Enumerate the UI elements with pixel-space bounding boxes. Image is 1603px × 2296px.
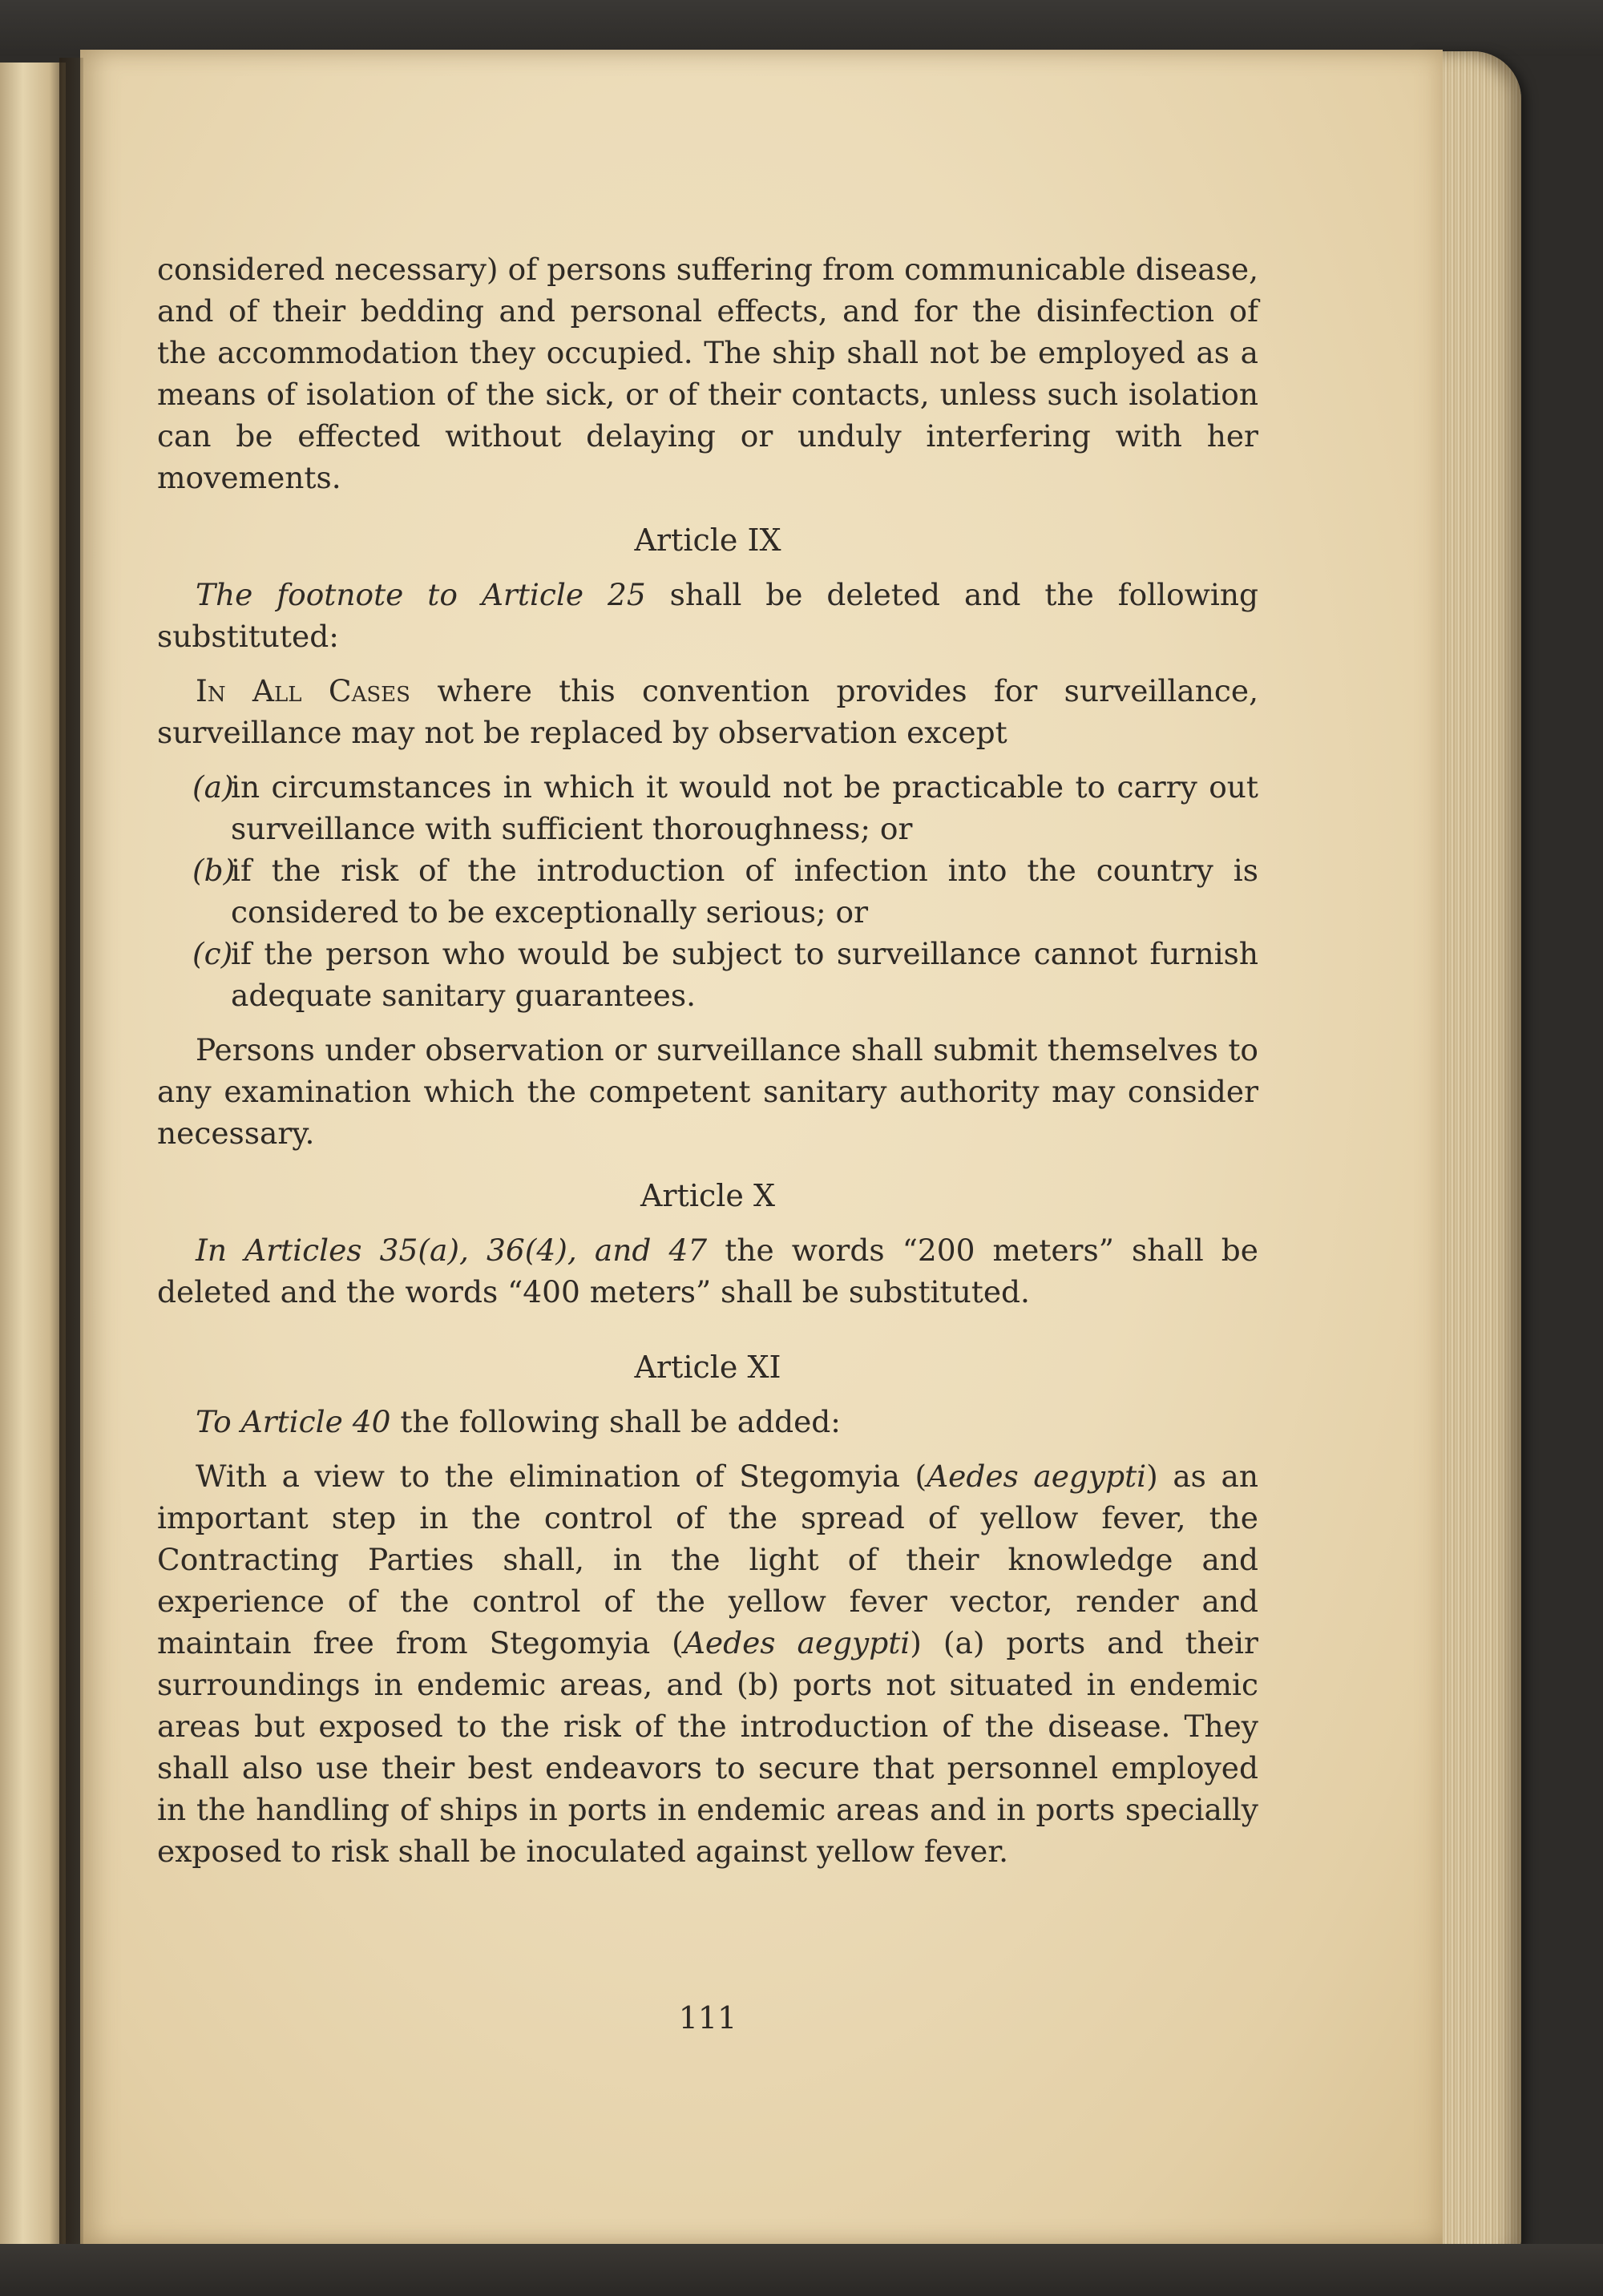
article-ix-lead-rest: where this convention provides for surveillance, surveillance may not be replaced by observation except (157, 673, 1258, 750)
list-item (157, 933, 1258, 1016)
article-ix-closing: Persons under observation or surveillance shall submit themselves to any examination which the competent sanitary authority may consider necessary. (157, 1032, 1258, 1151)
article-xi-body-1: With a view to the elimination of Stegomyia ( (196, 1459, 927, 1494)
article-ix-lead-smallcaps: In All Cases (196, 673, 410, 708)
article-xi-body-2: ) as an important step in the control of the spread of yellow fever, the Contracting Parties shall, in the light of their knowledge and experience of the control of the yellow fever vector, render and maintain free from Stegomyia ( (157, 1459, 1258, 1660)
article-ix-heading: Article IX (634, 523, 781, 558)
background-bottom (0, 2244, 1603, 2296)
list-item (157, 766, 1258, 849)
article-ix-intro-italic: The footnote to Article 25 (196, 577, 646, 612)
article-x-text (157, 1229, 1258, 1313)
article-x-heading: Article X (640, 1178, 776, 1213)
article-ix-lead (157, 670, 1258, 753)
article-xi-intro-italic: To Article 40 (196, 1404, 391, 1439)
list-text: if the risk of the introduction of infection into the country is considered to be exceptionally serious; or (231, 853, 1258, 930)
article-x-intro-rest: the words “200 meters” shall be deleted and the words “400 meters” shall be substituted. (157, 1233, 1258, 1309)
list-label: (c) (192, 936, 233, 971)
article-xi-body-3: ) (a) ports and their surroundings in endemic areas, and (b) ports not situated in endemic areas but exposed to the risk of the introduction of the disease. They shall also use their best endeavors to secure that personnel employed in the handling of ships in ports in endemic areas and in ports specially exposed to risk shall be inoculated against yellow fever. (157, 1625, 1258, 1869)
article-xi-intro (157, 1401, 1258, 1443)
list-label: (b) (192, 853, 236, 888)
article-ix-intro-rest: shall be deleted and the following substituted: (157, 577, 1258, 654)
list-text: in circumstances in which it would not be practicable to carry out surveillance with sufficient thoroughness; or (231, 769, 1258, 846)
list-text: if the person who would be subject to surveillance cannot furnish adequate sanitary guarantees. (231, 936, 1258, 1013)
article-xi-heading: Article XI (634, 1350, 781, 1385)
intro-paragraph: considered necessary) of persons suffering from communicable disease, and of their bedding and personal effects, and for the disinfection of the accommodation they occupied. The ship shall not be employed as a means of isolation of the sick, or of their contacts, unless such isolation can be effected without delaying or unduly interfering with her movements. (157, 252, 1258, 495)
article-xi-species-2: Aedes aegypti (683, 1625, 911, 1660)
article-x-intro-italic: In Articles 35(a), 36(4), and 47 (196, 1233, 708, 1268)
facing-page-edge (0, 63, 66, 2254)
article-xi-body (157, 1455, 1258, 1872)
background-top (0, 0, 1603, 56)
page-text (157, 248, 1258, 1872)
page-number: 111 (678, 2000, 737, 2036)
article-xi-intro-rest: the following shall be added: (390, 1404, 841, 1439)
article-ix-intro (157, 574, 1258, 657)
spine-shadow (59, 58, 83, 2258)
list-label: (a) (192, 769, 234, 805)
list-item (157, 849, 1258, 933)
article-xi-species-1: Aedes aegypti (927, 1459, 1147, 1494)
